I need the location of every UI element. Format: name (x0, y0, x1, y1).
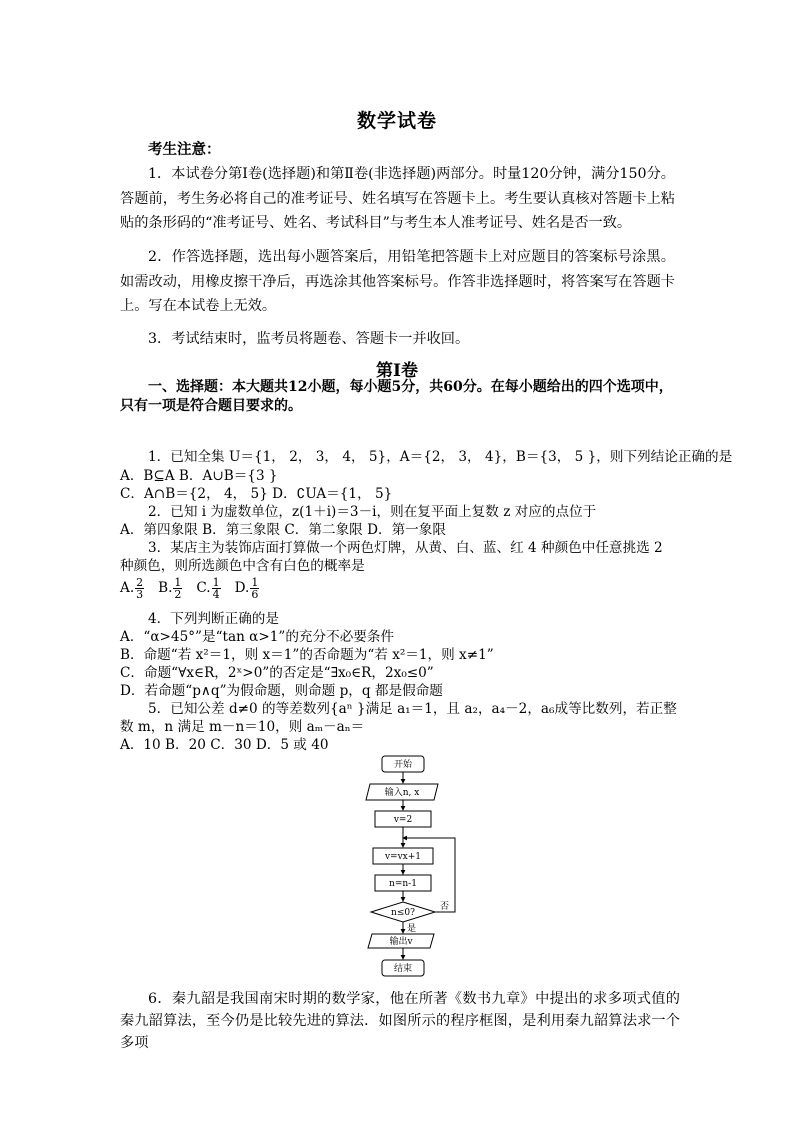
notice-item-1: 1．本试卷分第Ⅰ卷(选择题)和第Ⅱ卷(非选择题)两部分。时量120分钟，满分150分。答题前，考生务必将自己的准考证号、姓名填写在答题卡上。考生要认真核对答题卡上粘贴的条形码的“准考证号、姓名、考试科目”与考生本人准考证号、姓名是否一致。 (120, 166, 675, 231)
question-1-options-cd: C．A∩B＝{2， 4， 5} D．∁UA＝{1， 5} (120, 486, 393, 502)
flow-end-label: 结束 (393, 964, 413, 974)
section-title: 第Ⅰ卷 (376, 361, 418, 381)
notice-heading: 考生注意： (148, 141, 221, 158)
flowchart (355, 752, 465, 982)
flow-start-label: 开始 (393, 760, 413, 770)
flow-update-v-label: v=vx+1 (384, 852, 422, 862)
question-4-option-c: C．命题“∀x∈R，2ˣ>0”的否定是“∃x₀∈R，2x₀≤0” (120, 665, 434, 681)
flow-no-label: 否 (440, 902, 450, 912)
flow-input-label: 输入n, x (384, 788, 420, 798)
question-3-stem-cont: 种颜色，则所选颜色中含有白色的概率是 (120, 558, 365, 574)
question-3-stem: 3．某店主为装饰店面打算做一个两色灯牌，从黄、白、蓝、红 4 种颜色中任意挑选 2 (148, 540, 663, 556)
fraction-b: $\frac{1}{2}$ (174, 576, 182, 601)
question-1-options-ab: A．B⊆A B．A∪B＝{3 } (120, 468, 278, 484)
notice-item-3: 3．考试结束时，监考员将题卷、答题卡一并收回。 (148, 331, 470, 347)
question-6-stem: 6．秦九韶是我国南宋时期的数学家，他在所著《数书九章》中提出的求多项式值的秦九韶算法，至今仍是比较先进的算法．如图所示的程序框图，是利用秦九韶算法求一个多项 (120, 991, 680, 1051)
question-4-option-b: B．命题“若 x²＝1，则 x＝1”的否命题为“若 x²＝1，则 x≠1” (120, 647, 494, 663)
question-2-options: A．第四象限 B．第三象限 C．第二象限 D．第一象限 (120, 522, 446, 538)
question-4-option-d: D．若命题“p∧q”为假命题，则命题 p，q 都是假命题 (120, 683, 443, 699)
flow-condition-label: n≤0? (391, 908, 415, 918)
question-4-option-a: A．“α>45°”是“tan α>1”的充分不必要条件 (120, 629, 395, 645)
fraction-c: $\frac{1}{4}$ (212, 576, 220, 601)
notice-item-2: 2．作答选择题，选出每小题答案后，用铅笔把答题卡上对应题目的答案标号涂黑。如需改动，用橡皮擦干净后，再选涂其他答案标号。作答非选择题时，将答案写在答题卡上。写在本试卷上无效。 (120, 249, 675, 314)
section-description: 一、选择题：本大题共12小题，每小题5分，共60分。在每小题给出的四个选项中，只有一项是符合题目要求的。 (120, 379, 673, 414)
flow-output-label: 输出v (389, 937, 413, 947)
fraction-a: $\frac{2}{3}$ (136, 576, 144, 601)
flow-yes-label: 是 (407, 924, 417, 934)
flow-update-n-label: n=n-1 (389, 879, 417, 889)
question-5-stem-cont: 数 m，n 满足 m－n＝10，则 aₘ－aₙ＝ (120, 719, 365, 735)
question-3-options: A. $\frac{2}{3}$ B. $\frac{1}{2}$ C. $\frac{1}{4}$ D. $\frac{1}{6}$ (120, 576, 259, 601)
fraction-d: $\frac{1}{6}$ (251, 576, 259, 601)
question-4-stem: 4．下列判断正确的是 (148, 611, 279, 627)
question-5-stem: 5．已知公差 d≠0 的等差数列{aⁿ }满足 a₁＝1，且 a₂，a₄－2，a₆成等比数列，若正整 (148, 701, 677, 717)
question-1-stem: 1．已知全集 U＝{1， 2， 3， 4， 5}，A＝{2， 3， 4}，B＝{3， 5 }，则下列结论正确的是 (148, 449, 733, 465)
page-title: 数学试卷 (356, 110, 437, 132)
question-2-stem: 2．已知 i 为虚数单位，z(1＋i)＝3－i，则在复平面上复数 z 对应的点位于 (148, 504, 597, 520)
flow-init-label: v=2 (393, 815, 413, 825)
question-5-options: A．10 B．20 C．30 D．5 或 40 (120, 737, 329, 753)
